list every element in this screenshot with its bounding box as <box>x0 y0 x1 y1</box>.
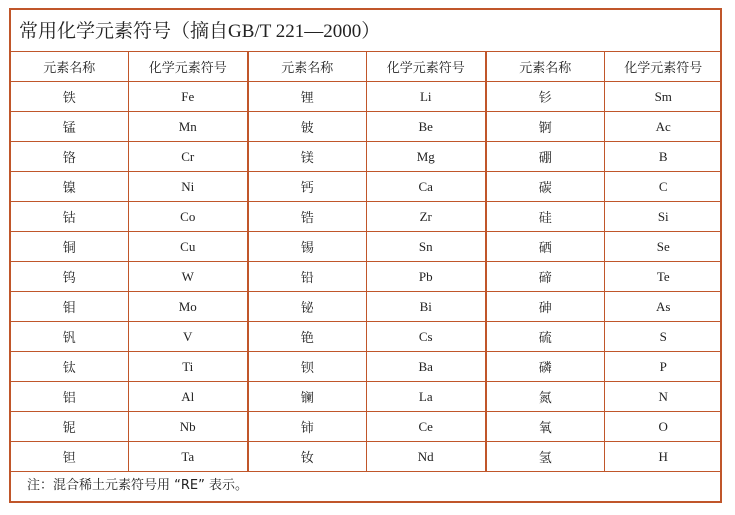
header-element-name: 元素名称 <box>11 52 128 82</box>
table-row <box>11 292 722 322</box>
element-name-cell: 碳 <box>486 172 604 202</box>
header-element-name: 元素名称 <box>248 52 366 82</box>
element-name-cell: 钼 <box>11 292 128 322</box>
element-name-cell: 磷 <box>486 352 604 382</box>
table-body <box>11 82 722 472</box>
title-main: 常用化学元素符号（摘自 <box>19 20 229 42</box>
element-name-cell: 氢 <box>486 442 604 472</box>
element-name-cell: 铅 <box>248 262 366 292</box>
element-symbol-cell: Cr <box>128 142 248 172</box>
element-symbol-cell: As <box>604 292 722 322</box>
element-name-cell: 钨 <box>11 262 128 292</box>
element-symbol-cell: P <box>604 352 722 382</box>
element-name-cell: 锰 <box>11 112 128 142</box>
element-symbol-cell: B <box>604 142 722 172</box>
element-name-cell: 钒 <box>11 322 128 352</box>
element-symbol-cell: Ni <box>128 172 248 202</box>
element-symbol-cell: Ba <box>366 352 486 382</box>
element-symbol-cell: Te <box>604 262 722 292</box>
element-symbol-cell: Li <box>366 82 486 112</box>
table-row <box>11 172 722 202</box>
element-symbol-cell: Pb <box>366 262 486 292</box>
element-name-cell: 锕 <box>486 112 604 142</box>
element-symbol-cell: Si <box>604 202 722 232</box>
element-symbol-cell: C <box>604 172 722 202</box>
element-symbol-cell: Ac <box>604 112 722 142</box>
table-row <box>11 82 722 112</box>
element-name-cell: 铜 <box>11 232 128 262</box>
element-symbol-cell: N <box>604 382 722 412</box>
element-symbol-cell: W <box>128 262 248 292</box>
table-note: 注：混合稀土元素符号用 “RE” 表示。 <box>27 478 248 493</box>
element-name-cell: 镁 <box>248 142 366 172</box>
element-name-cell: 镍 <box>11 172 128 202</box>
element-symbol-cell: Ca <box>366 172 486 202</box>
header-element-name: 元素名称 <box>486 52 604 82</box>
element-symbol-cell: Zr <box>366 202 486 232</box>
element-name-cell: 钡 <box>248 352 366 382</box>
element-name-cell: 碲 <box>486 262 604 292</box>
element-symbol-cell: S <box>604 322 722 352</box>
header-row <box>11 52 722 82</box>
table-row <box>11 112 722 142</box>
element-symbol-cell: Ta <box>128 442 248 472</box>
element-name-cell: 镧 <box>248 382 366 412</box>
element-symbol-cell: Nb <box>128 412 248 442</box>
element-symbol-cell: La <box>366 382 486 412</box>
element-name-cell: 钴 <box>11 202 128 232</box>
element-symbol-cell: Mn <box>128 112 248 142</box>
element-name-cell: 钕 <box>248 442 366 472</box>
element-symbol-cell: H <box>604 442 722 472</box>
element-symbol-cell: V <box>128 322 248 352</box>
element-name-cell: 钛 <box>11 352 128 382</box>
element-name-cell: 铋 <box>248 292 366 322</box>
element-symbol-cell: Nd <box>366 442 486 472</box>
element-symbol-cell: Co <box>128 202 248 232</box>
element-name-cell: 铬 <box>11 142 128 172</box>
element-symbol-table <box>11 52 722 472</box>
element-symbol-cell: Sn <box>366 232 486 262</box>
element-name-cell: 锂 <box>248 82 366 112</box>
table-row <box>11 382 722 412</box>
element-name-cell: 钙 <box>248 172 366 202</box>
element-symbol-table-frame <box>9 8 722 503</box>
element-name-cell: 铍 <box>248 112 366 142</box>
element-name-cell: 铈 <box>248 412 366 442</box>
title-close: ） <box>361 20 381 42</box>
element-symbol-cell: Se <box>604 232 722 262</box>
header-element-symbol: 化学元素符号 <box>604 52 722 82</box>
element-symbol-cell: Ti <box>128 352 248 382</box>
element-name-cell: 锆 <box>248 202 366 232</box>
table-row <box>11 232 722 262</box>
element-symbol-cell: Cu <box>128 232 248 262</box>
element-symbol-cell: Mo <box>128 292 248 322</box>
element-name-cell: 硼 <box>486 142 604 172</box>
element-name-cell: 铯 <box>248 322 366 352</box>
element-name-cell: 锡 <box>248 232 366 262</box>
element-symbol-cell: Mg <box>366 142 486 172</box>
element-symbol-cell: O <box>604 412 722 442</box>
title-standard: GB/T 221—2000 <box>228 21 362 42</box>
table-row <box>11 412 722 442</box>
element-name-cell: 硫 <box>486 322 604 352</box>
header-element-symbol: 化学元素符号 <box>128 52 248 82</box>
element-name-cell: 钐 <box>486 82 604 112</box>
table-row <box>11 322 722 352</box>
table-row <box>11 442 722 472</box>
element-symbol-cell: Al <box>128 382 248 412</box>
element-symbol-cell: Bi <box>366 292 486 322</box>
element-symbol-cell: Sm <box>604 82 722 112</box>
element-symbol-cell: Be <box>366 112 486 142</box>
element-name-cell: 铝 <box>11 382 128 412</box>
table-row <box>11 202 722 232</box>
element-name-cell: 钽 <box>11 442 128 472</box>
table-row <box>11 142 722 172</box>
element-symbol-cell: Ce <box>366 412 486 442</box>
element-name-cell: 硒 <box>486 232 604 262</box>
header-element-symbol: 化学元素符号 <box>366 52 486 82</box>
element-name-cell: 氧 <box>486 412 604 442</box>
element-symbol-cell: Fe <box>128 82 248 112</box>
element-name-cell: 铁 <box>11 82 128 112</box>
table-row <box>11 352 722 382</box>
table-title <box>11 10 720 52</box>
table-row <box>11 262 722 292</box>
element-name-cell: 硅 <box>486 202 604 232</box>
element-name-cell: 氮 <box>486 382 604 412</box>
element-name-cell: 砷 <box>486 292 604 322</box>
element-symbol-cell: Cs <box>366 322 486 352</box>
element-name-cell: 铌 <box>11 412 128 442</box>
